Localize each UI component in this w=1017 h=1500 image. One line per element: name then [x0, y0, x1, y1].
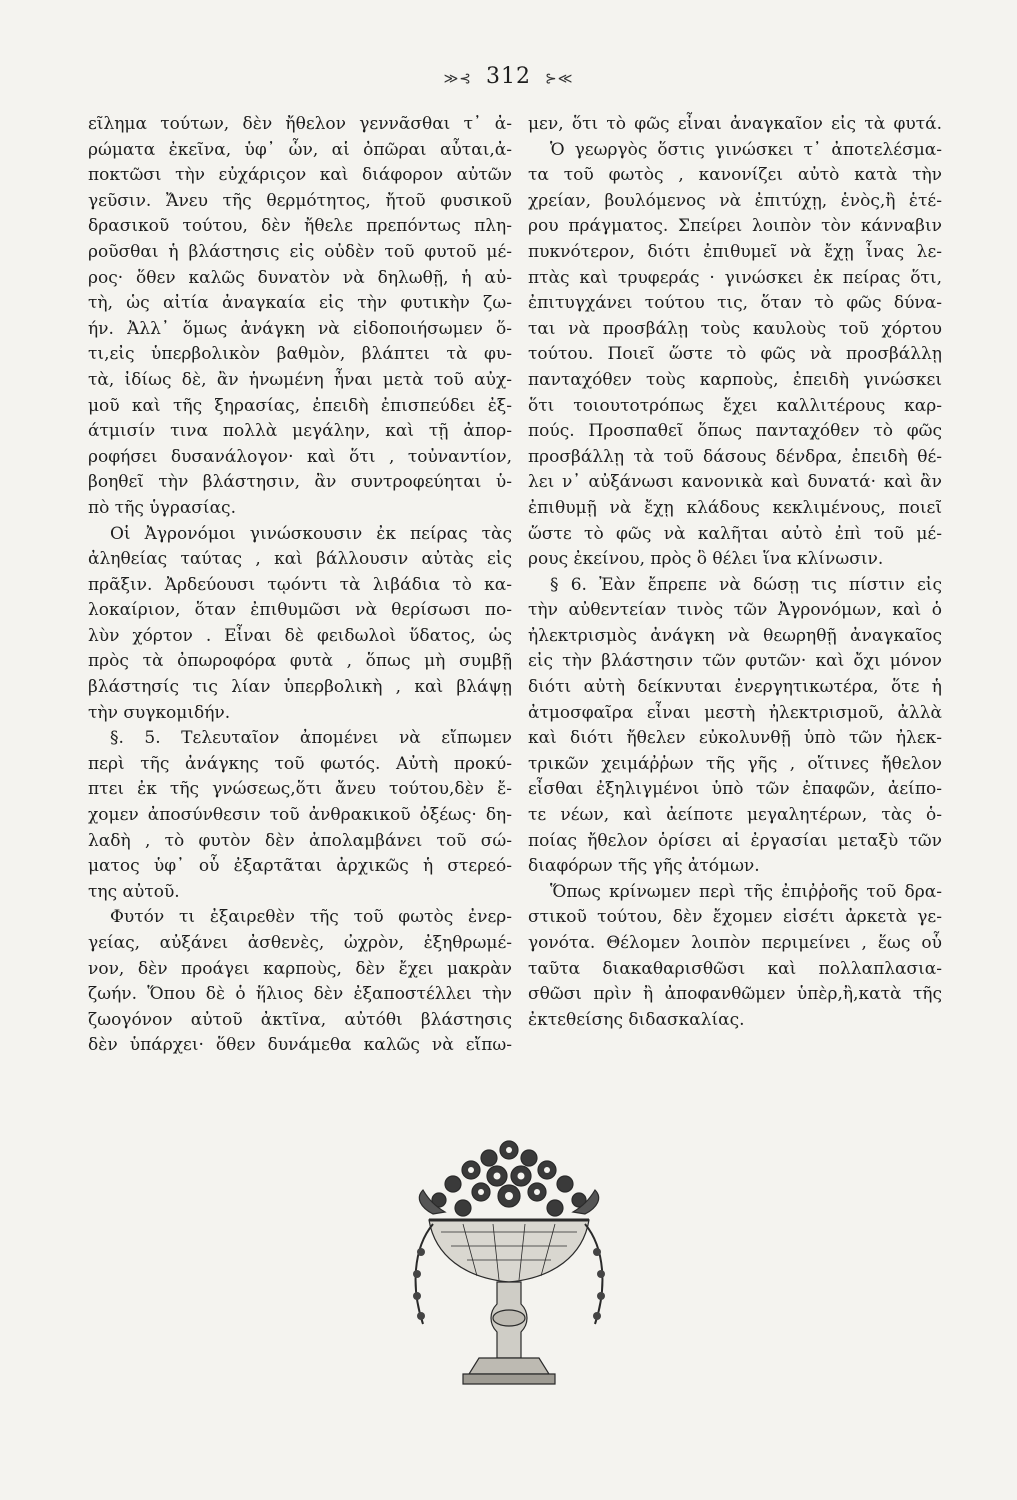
- text-line: τὴν αὐθεντείαν τινὸς τῶν Ἀγρονόμων, καὶ ὁ: [528, 600, 942, 621]
- text-line: πτὰς καὶ τρυφεράς · γινώσκει ἐκ πείρας ὅτι,: [528, 267, 942, 288]
- text-line: ρος· ὅθεν καλῶς δυνατὸν νὰ δηλωθῇ, ἡ αὐ-: [88, 267, 512, 288]
- text-line: εἶσθαι ἐξηλιγμένοι ὑπὸ τῶν ἐπαφῶν, ἀείπο-: [528, 779, 942, 800]
- urn-bowl-icon: [429, 1220, 589, 1282]
- text-line: μεν, ὅτι τὸ φῶς εἶναι ἀναγκαῖον εἰς τὰ φυτά.: [528, 114, 942, 134]
- text-line: ζωογόνον αὐτοῦ ἀκτῖνα, αὐτόθι βλάστησις: [88, 1009, 512, 1030]
- text-line: λει ν᾽ αὐξάνωσι κανονικὰ καὶ δυνατά· καὶ ἂν: [528, 472, 942, 493]
- text-line: σθῶσι πρὶν ἢ ἀποφανθῶμεν ὑπὲρ,ἢ,κατὰ τῆς: [528, 984, 942, 1005]
- text-line: ρου πράγματος. Σπείρει λοιπὸν τὸν κάνναβιν: [528, 216, 942, 237]
- text-line: τα τοῦ φωτὸς , κανονίζει αὐτὸ κατὰ τὴν: [528, 165, 942, 186]
- section-5-heading-line: §. 5. Τελευταῖον ἀπομένει νὰ εἴπωμεν: [110, 728, 512, 749]
- text-line: ὥστε τὸ φῶς νὰ καλῆται αὐτὸ ἐπὶ τοῦ μέ-: [528, 523, 942, 544]
- text-line: ἀτμοσφαῖρα εἶναι μεστὴ ἠλεκτρισμοῦ, ἀλλὰ: [528, 702, 942, 723]
- text-line: λοκαίριον, ὅταν ἐπιθυμῶσι νὰ θερίσωσι πο-: [88, 600, 512, 621]
- text-line: ροφήσει δυσανάλογον· καὶ ὅτι , τοὐναντίον,: [88, 446, 512, 467]
- text-line: της αὐτοῦ.: [88, 881, 180, 902]
- text-line: ποίας ἤθελον ὁρίσει αἱ ἐργασίαι μεταξὺ τῶν: [528, 830, 942, 851]
- text-line: ποκτῶσι τὴν εὐχάριςον καὶ διάφορον αὐτῶν: [88, 165, 512, 186]
- left-column: [88, 112, 512, 1059]
- text-line: ζωήν. Ὅπου δὲ ὁ ἥλιος δὲν ἐξαποστέλλει τὴν: [88, 984, 512, 1005]
- text-line: γείας, αὐξάνει ἀσθενὲς, ὠχρὸν, ἐξηθρωμέ-: [88, 933, 512, 953]
- text-line: περὶ τῆς ἀνάγκης τοῦ φωτός. Αὐτὴ προκύ-: [88, 753, 512, 774]
- text-line: βοηθεῖ τὴν βλάστησιν, ἂν συντροφεύηται ὑ-: [88, 472, 512, 493]
- text-line: πρὸς τὰ ὀπωροφόρα φυτὰ , ὅπως μὴ συμβῇ: [88, 651, 512, 672]
- text-line: καὶ διότι ἤθελεν εὐκολυνθῇ ὑπὸ τῶν ἠλεκ-: [528, 728, 942, 749]
- text-line: νον, δὲν προάγει καρποὺς, δὲν ἔχει μακρὰν: [88, 958, 512, 979]
- text-line: ται νὰ προσβάλῃ τοὺς καυλοὺς τοῦ χόρτου: [528, 318, 942, 339]
- text-line: στικοῦ τούτου, δὲν ἔχομεν εἰσέτι ἀρκετὰ γε-: [528, 907, 942, 928]
- text-line: τὴ, ὡς αἰτία ἀναγκαία εἰς τὴν φυτικὴν ζω-: [88, 293, 512, 314]
- text-line: μοῦ καὶ τῆς ξηρασίας, ἐπειδὴ ἐπισπεύδει ἐξ-: [88, 395, 512, 416]
- right-column: [528, 112, 942, 1033]
- paragraph-start-line: Οἱ Ἀγρονόμοι γινώσκουσιν ἐκ πείρας τὰς: [110, 523, 512, 544]
- ornament-right-icon: ⊱≪: [545, 71, 574, 87]
- flower-urn-vignette-icon: [393, 1128, 625, 1408]
- text-line: διότι αὐτὴ δείκνυται ἐνεργητικωτέρα, ὅτε ἡ: [528, 677, 942, 698]
- text-line: τὰ, ἰδίως δὲ, ἂν ἡνωμένη ἦναι μετὰ τοῦ αὐχ-: [88, 369, 512, 390]
- text-line: ρώματα ἐκεῖνα, ὑφ᾽ ὧν, αἱ ὀπῶραι αὗται,ἀ-: [88, 139, 512, 160]
- text-line: γεῦσιν. Ἄνευ τῆς θερμότητος, ἤτοῦ φυσικοῦ: [88, 190, 512, 211]
- text-line: ἐπιτυγχάνει τούτου τις, ὅταν τὸ φῶς δύνα-: [528, 293, 942, 314]
- text-line: εἰς τὴν βλάστησιν τῶν φυτῶν· καὶ ὄχι μόνον: [528, 651, 942, 672]
- text-line: χομεν ἀποσύνθεσιν τοῦ ἀνθρακικοῦ ὀξέως· δη-: [88, 805, 512, 826]
- text-line: χρείαν, βουλόμενος νὰ ἐπιτύχῃ, ἑνὸς,ἢ ἑτέ-: [528, 190, 942, 211]
- text-line: δὲν ὑπάρχει· ὅθεν δυνάμεθα καλῶς νὰ εἴπω-: [88, 1035, 512, 1056]
- text-line: τρικῶν χειμάῤῥων τῆς γῆς , οἵτινες ἤθελον: [528, 753, 942, 774]
- text-line: ἠλεκτρισμὸς ἀνάγκη νὰ θεωρηθῇ ἀναγκαῖος: [528, 625, 942, 646]
- text-line: ματος ὑφ᾽ οὗ ἐξαρτᾶται ἀρχικῶς ἡ στερεό-: [88, 856, 512, 877]
- text-line: διαφόρων τῆς γῆς ἀτόμων.: [528, 856, 760, 877]
- text-line: πὸ τῆς ὑγρασίας.: [88, 497, 236, 518]
- text-line: τε νέων, καὶ ἀείποτε μεγαλητέρων, τὰς ὁ-: [528, 805, 942, 826]
- paragraph-start-line: Ὁ γεωργὸς ὅστις γινώσκει τ᾽ ἀποτελέσμα-: [550, 139, 942, 160]
- text-line: τούτου. Ποιεῖ ὥστε τὸ φῶς νὰ προσβάλλῃ: [528, 344, 942, 365]
- text-line: πανταχόθεν τοὺς καρποὺς, ἐπειδὴ γινώσκει: [528, 369, 942, 390]
- text-line: ἐκτεθείσης διδασκαλίας.: [528, 1009, 745, 1030]
- section-6-heading-line: § 6. Ἐὰν ἔπρεπε νὰ δώσῃ τις πίστιν εἰς: [550, 574, 942, 595]
- text-line: προσβάλλῃ τὰ τοῦ δάσους δένδρα, ἐπειδὴ θέ-: [528, 446, 942, 467]
- text-line: πρᾶξιν. Ἀρδεύουσι τῳόντι τὰ λιβάδια τὸ κα-: [88, 574, 512, 595]
- text-line: τι,εἰς ὑπερβολικὸν βαθμὸν, βλάπτει τὰ φυ-: [88, 344, 512, 365]
- text-line: ρους ἐκείνου, πρὸς ὃ θέλει ἵνα κλίνωσιν.: [528, 549, 884, 570]
- text-line: άτμισίν τινα πολλὰ μεγάλην, καὶ τῇ ἀπορ-: [88, 421, 512, 442]
- ornament-left-icon: ≫⊰: [443, 71, 472, 87]
- text-line: εῖλημα τούτων, δὲν ἤθελον γεννᾶσθαι τ᾽ ἀ-: [88, 114, 512, 134]
- text-line: τὴν συγκομιδήν.: [88, 702, 231, 723]
- text-line: λαδὴ , τὸ φυτὸν δὲν ἀπολαμβάνει τοῦ σώ-: [88, 830, 512, 851]
- text-line: πούς. Προσπαθεῖ ὅπως πανταχόθεν τὸ φῶς: [528, 421, 942, 442]
- text-line: ἀληθείας ταύτας , καὶ βάλλουσιν αὐτὰς εἰς: [88, 549, 512, 570]
- urn-base-icon: [469, 1358, 549, 1374]
- page-number-text: 312: [486, 64, 531, 89]
- text-line: πτει ἐκ τῆς γνώσεως,ὅτι ἄνευ τούτου,δὲν ἔ-: [88, 779, 512, 800]
- text-line: λὺν χόρτον . Εἶναι δὲ φειδωλοὶ ὕδατος, ὡς: [88, 625, 512, 646]
- text-line: δρασικοῦ τούτου, δὲν ἤθελε πρεπόντως πλη-: [88, 216, 512, 237]
- text-line: ἐπιθυμῇ νὰ ἔχῃ κλάδους κεκλιμένους, ποιεῖ: [528, 497, 942, 518]
- paragraph-start-line: Φυτόν τι ἐξαιρεθὲν τῆς τοῦ φωτὸς ἐνερ-: [110, 907, 512, 928]
- text-line: πυκνότερον, διότι ἐπιθυμεῖ νὰ ἔχῃ ἶνας λε-: [528, 241, 942, 262]
- text-line: βλάστησίς τις λίαν ὑπερβολικὴ , καὶ βλάψῃ: [88, 677, 512, 698]
- text-line: ταῦτα διακαθαρισθῶσι καὶ πολλαπλασια-: [528, 958, 942, 979]
- text-line: γονότα. Θέλομεν λοιπὸν περιμείνει , ἕως οὗ: [528, 933, 942, 953]
- paragraph-start-line: Ὅπως κρίνωμεν περὶ τῆς ἐπιῤῥοῆς τοῦ δρα-: [550, 881, 942, 902]
- page-number: [0, 64, 1017, 89]
- text-line: ήν. Ἀλλ᾽ ὅμως ἀνάγκη νὰ εἰδοποιήσωμεν ὅ-: [88, 318, 512, 339]
- text-line: ροῦσθαι ἡ βλάστησις εἰς οὐδὲν τοῦ φυτοῦ μέ-: [88, 241, 512, 262]
- text-line: ὅτι τοιουτοτρόπως ἔχει καλλιτέρους καρ-: [528, 395, 942, 416]
